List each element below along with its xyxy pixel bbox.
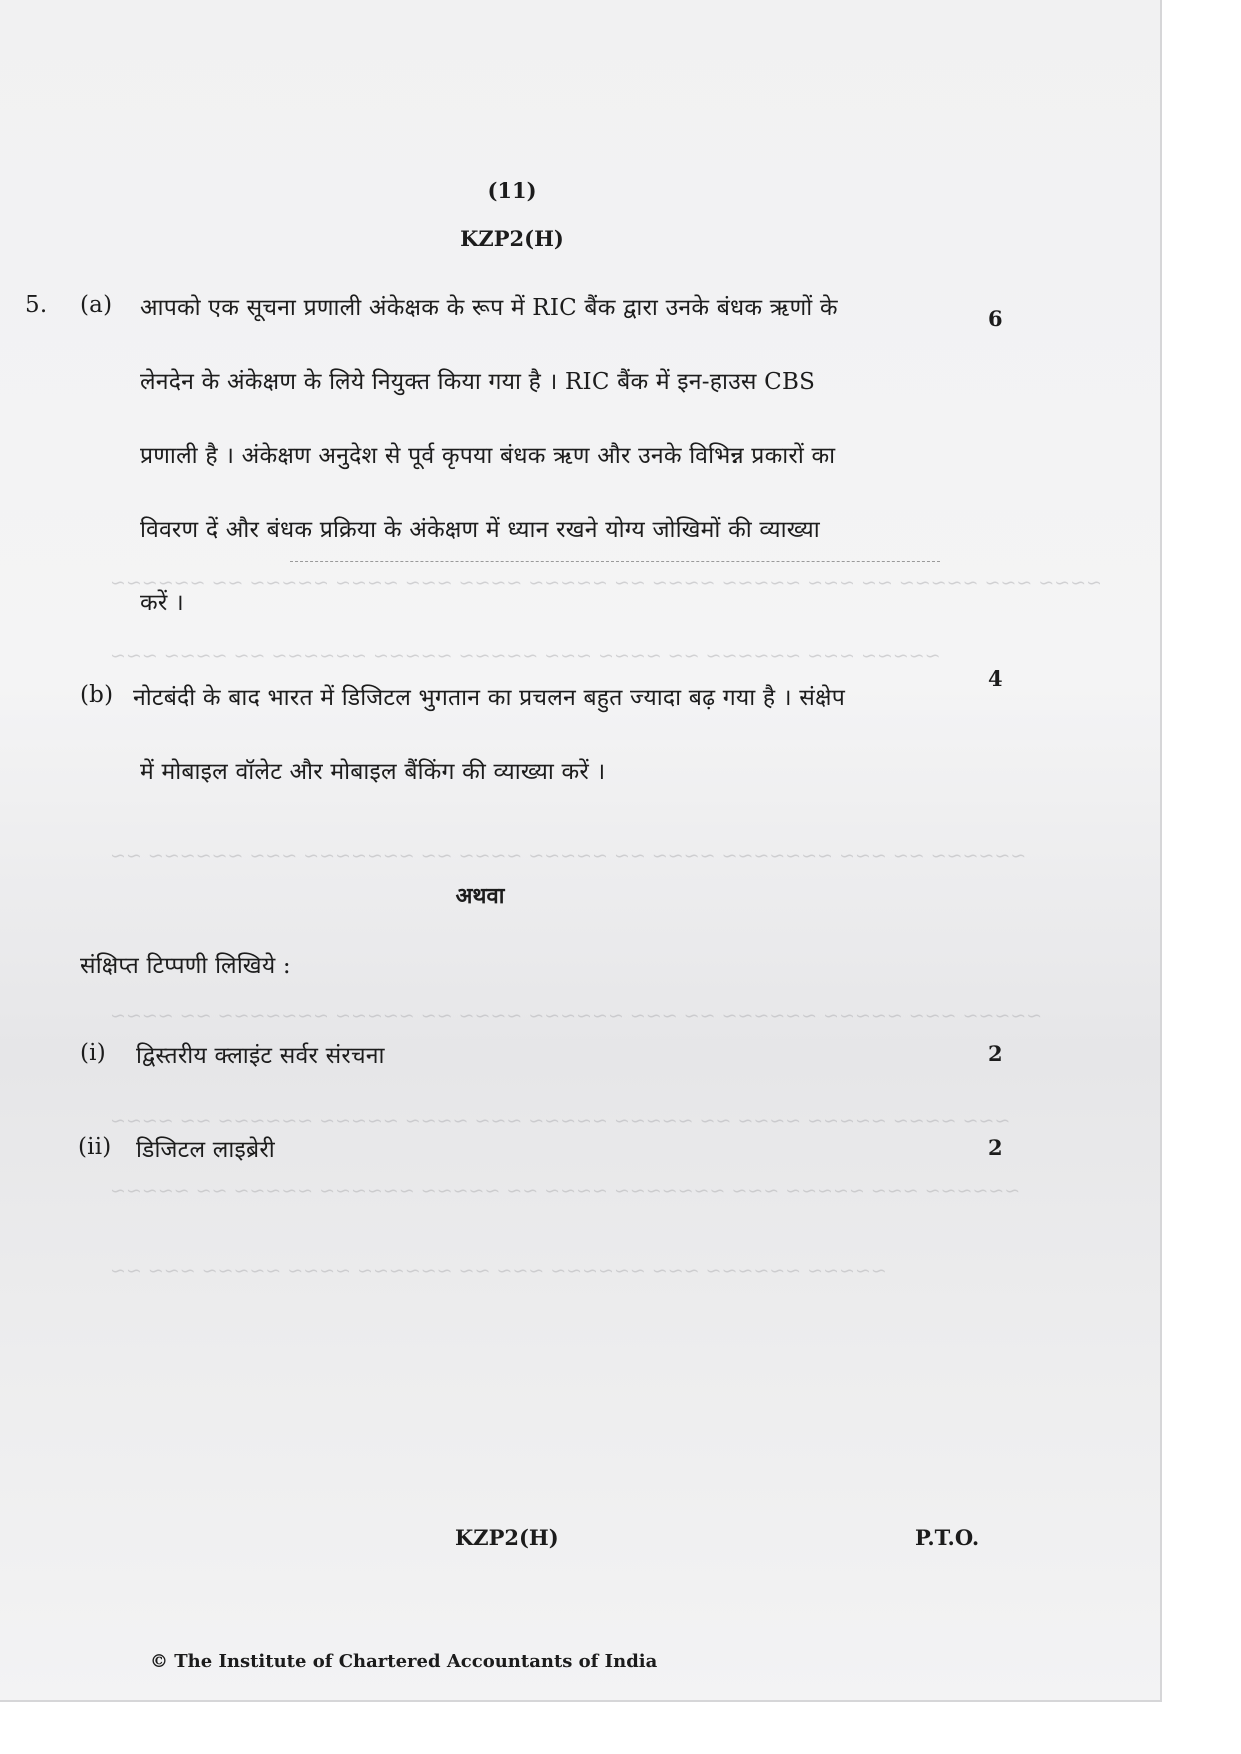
short-note-text: डिजिटल लाइब्रेरी xyxy=(136,1137,275,1163)
short-note-marks: 2 xyxy=(988,1135,1003,1160)
part-a-label: (a) xyxy=(80,292,113,318)
part-a-marks: 6 xyxy=(988,306,1003,331)
short-note-label: (ii) xyxy=(78,1134,112,1160)
pto-label: P.T.O. xyxy=(915,1525,980,1550)
part-a-line: आपको एक सूचना प्रणाली अंकेक्षक के रूप में RIC बैंक द्वारा उनके बंधक ऋणों के xyxy=(140,295,838,321)
part-a-line: विवरण दें और बंधक प्रक्रिया के अंकेक्षण में ध्यान रखने योग्य जोखिमों की व्याख्या xyxy=(140,517,820,543)
short-note-label: (i) xyxy=(80,1040,106,1066)
part-a-line: करें । xyxy=(140,590,184,616)
short-note-text: द्विस्तरीय क्लाइंट सर्वर संरचना xyxy=(136,1043,385,1069)
question-number: 5. xyxy=(25,292,48,318)
part-b-marks: 4 xyxy=(988,666,1003,691)
short-notes-heading: संक्षिप्त टिप्पणी लिखिये : xyxy=(80,953,291,979)
bleed-through-text: ~~~~~~ ~~~ ~~~~~ ~~~ ~~~~~~~ ~~~~ ~~ ~~~~~ ~~~~~~ ~~~~~ ~~ ~~~~~ xyxy=(110,1180,1021,1202)
part-b-label: (b) xyxy=(80,682,114,708)
bleed-through-text: ~~~~~ ~~~ ~~~~~~ ~~ ~~~~ ~~~ ~~~~~ ~~~~~ ~~~~~~ ~~ ~~~~ ~~~ xyxy=(110,645,941,667)
copyright-notice: © The Institute of Chartered Accountants of India xyxy=(150,1651,658,1672)
bleed-through-text: ~~~ ~~~~ ~~~~~ ~~~~ ~~ ~~~~~ ~~~~~ ~~~ ~~~~ ~~~~~ ~~~~~~ ~~ ~~~~ xyxy=(110,1110,1011,1132)
paper-code-header: KZP2(H) xyxy=(460,226,564,251)
part-b-line: में मोबाइल वॉलेट और मोबाइल बैंकिंग की व्याख्या करें । xyxy=(140,759,606,785)
part-a-line: लेनदेन के अंकेक्षण के लिये नियुक्त किया गया है । RIC बैंक में इन-हाउस CBS xyxy=(140,369,816,395)
part-a-line: प्रणाली है । अंकेक्षण अनुदेश से पूर्व कृपया बंधक ऋण और उनके विभिन्न प्रकारों का xyxy=(140,443,836,469)
bleed-through-text: ~~~~ ~~~ ~~~~~ ~~ ~~~ ~~~~~ ~~~~ ~~ ~~~~~ ~~~~ ~~~ ~~~~ ~~~~~ ~~ ~~~~~~ xyxy=(110,572,1102,594)
bleed-through-text: ~~~~~ ~~~ ~~~~~ ~~~~~~ ~~ ~~~ ~~~~~~ ~~~~ ~~ ~~~~~ ~~~~~~~ ~~ ~~~~ xyxy=(110,1005,1043,1027)
or-label: अथवा xyxy=(455,883,505,909)
paper-code-footer: KZP2(H) xyxy=(455,1525,559,1550)
divider xyxy=(290,561,940,562)
bleed-through-text: ~~~~~ ~~~~~~ ~~~ ~~~~~~ ~~~ ~~ ~~~~~~ ~~~~ ~~~~~ ~~~ ~~ xyxy=(110,1260,887,1282)
page-number: (11) xyxy=(487,178,537,203)
bleed-through-text: ~~~~~~ ~~ ~~~ ~~~~~~~ ~~~~ ~~ ~~~~~ ~~~~ ~~ ~~~~~~~ ~~~ ~~~~~~ ~~ xyxy=(110,845,1027,867)
part-b-line: नोटबंदी के बाद भारत में डिजिटल भुगतान का प्रचलन बहुत ज्यादा बढ़ गया है । संक्षेप xyxy=(133,685,845,711)
short-note-marks: 2 xyxy=(988,1041,1003,1066)
